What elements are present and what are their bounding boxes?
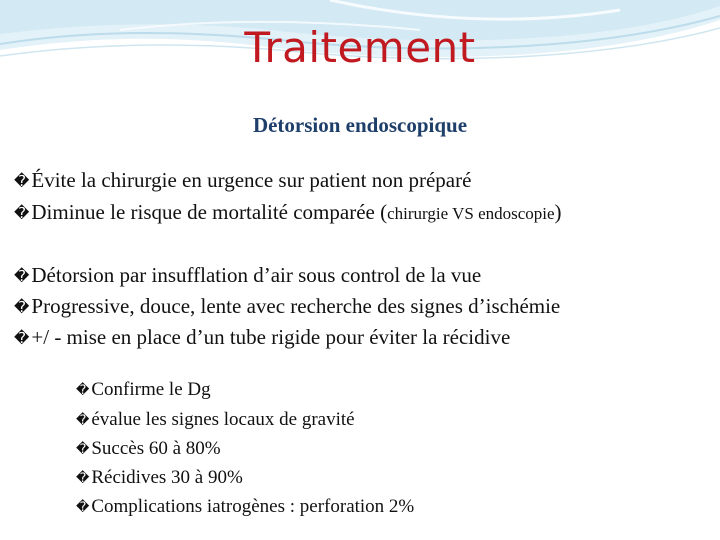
bullet-icon: � (76, 471, 90, 486)
slide-subtitle: Détorsion endoscopique (252, 113, 468, 137)
sub-bullet-text: Confirme le Dg (91, 379, 211, 400)
bullet-text: Diminue le risque de mortalité comparée ( (31, 200, 388, 224)
bullet-line (14, 293, 560, 320)
bullet-icon: � (14, 329, 30, 347)
bullet-icon: � (76, 500, 90, 515)
sub-bullet-line (76, 495, 414, 520)
bullet-icon: � (76, 383, 90, 398)
sub-bullet-line (76, 466, 243, 491)
bullet-icon: � (14, 172, 30, 190)
sub-bullet-line (76, 408, 355, 433)
bullet-text: Évite la chirurgie en urgence sur patient non préparé (31, 168, 472, 192)
sub-bullet-line (76, 437, 221, 462)
bullet-icon: � (14, 298, 30, 316)
bullet-line (14, 167, 471, 194)
sub-bullet-text: Récidives 30 à 90% (91, 467, 243, 488)
sub-bullet-text: évalue les signes locaux de gravité (91, 409, 355, 430)
bullet-line (14, 324, 510, 351)
bullet-text: Détorsion par insufflation d’air sous control de la vue (31, 263, 482, 287)
bullet-icon: � (14, 267, 30, 285)
bullet-icon: � (76, 442, 90, 457)
bullet-icon: � (76, 413, 90, 428)
slide-title: Traitement (244, 23, 476, 72)
sub-bullet-text: Complications iatrogènes : perforation 2% (91, 496, 415, 517)
sub-bullet-line (76, 378, 211, 403)
bullet-text: +/ - mise en place d’un tube rigide pour éviter la récidive (31, 325, 511, 349)
bullet-text: Progressive, douce, lente avec recherche des signes d’ischémie (31, 294, 561, 318)
bullet-text-close: ) (554, 200, 562, 224)
bullet-icon: � (14, 204, 30, 222)
bullet-line (14, 199, 562, 227)
sub-bullet-text: Succès 60 à 80% (91, 438, 221, 459)
bullet-line (14, 262, 481, 289)
bullet-text-small: chirurgie VS endoscopie (387, 204, 555, 223)
